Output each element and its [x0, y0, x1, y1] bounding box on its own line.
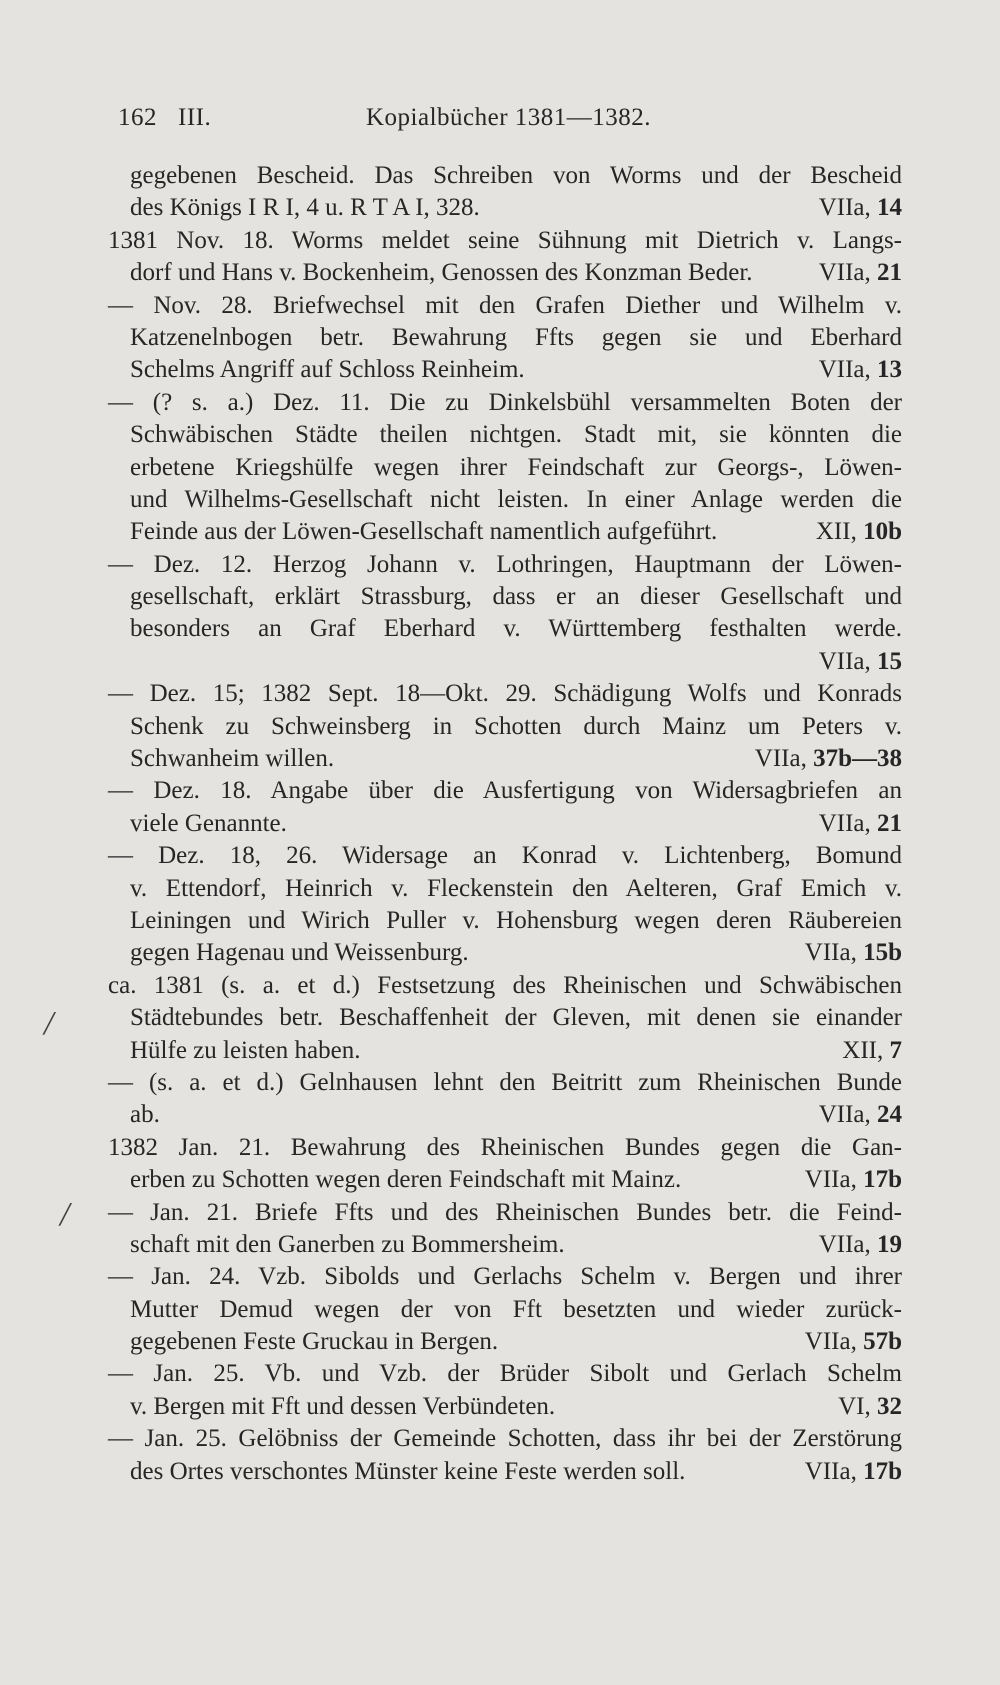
entry-line [130, 1456, 902, 1488]
reference-volume: VI, [838, 1392, 871, 1420]
line-text: — Nov. 28. Briefwechsel mit den Grafen Diether und Wilhelm v. [108, 291, 902, 319]
archive-reference [805, 1164, 902, 1196]
line-text: und Wilhelms-Gesellschaft nicht leisten. In einer Anlage werden die [130, 485, 902, 513]
archive-reference [805, 937, 902, 969]
reference-volume: VIIa, [754, 745, 807, 773]
running-title: Kopialbücher 1381—1382. [366, 104, 652, 131]
line-text: gegebenen Bescheid. Das Schreiben von Worms und der Bescheid [130, 162, 902, 189]
entry-line [130, 516, 902, 548]
reference-folio: 10b [863, 518, 902, 546]
line-text: des Ortes verschontes Münster keine Feste werden soll. [130, 1457, 686, 1485]
entry-line [130, 873, 902, 905]
entry-first-line [108, 840, 902, 872]
entry-first-line [108, 1261, 902, 1293]
entry-line [130, 322, 902, 354]
line-text: Feinde aus der Löwen-Gesellschaft namentlich aufgeführt. [130, 518, 718, 546]
line-text: viele Genannte. [130, 809, 287, 837]
archive-reference [819, 646, 902, 678]
register-entries [108, 160, 902, 1488]
reference-volume: VIIa, [818, 1101, 871, 1129]
entry-first-line [108, 1067, 902, 1099]
archive-reference [819, 808, 902, 840]
reference-volume: VIIa, [804, 1328, 857, 1356]
line-text: Schwanheim willen. [130, 745, 335, 773]
entry-line [130, 160, 902, 192]
reference-folio: 17b [863, 1457, 902, 1485]
entry-first-line [108, 1197, 902, 1229]
reference-folio: 32 [877, 1392, 902, 1420]
line-text: Schwäbischen Städte theilen nichtgen. Stadt mit, sie könnten die [130, 421, 902, 449]
line-text: — Jan. 24. Vzb. Sibolds und Gerlachs Schelm v. Bergen und ihrer [108, 1263, 902, 1291]
reference-volume: VIIa, [804, 939, 857, 967]
line-text: — Jan. 25. Gelöbniss der Gemeinde Schotten, dass ihr bei der Zerstörung [108, 1425, 902, 1453]
line-text: gegen Hagenau und Weissenburg. [130, 939, 469, 967]
entry-line [130, 354, 902, 386]
line-text: besonders an Graf Eberhard v. Württemberg festhalten werde. [130, 615, 902, 643]
line-text: gegebenen Feste Gruckau in Bergen. [130, 1328, 499, 1356]
line-text: — (? s. a.) Dez. 11. Die zu Dinkelsbühl versammelten Boten der [108, 388, 902, 416]
entry-line [130, 743, 902, 775]
line-text: Schenk zu Schweinsberg in Schotten durch Mainz um Peters v. [130, 712, 902, 740]
reference-folio: 13 [877, 356, 902, 384]
margin-mark: / [60, 1196, 70, 1233]
entry-line [130, 192, 902, 224]
line-text: — Dez. 12. Herzog Johann v. Lothringen, Hauptmann der Löwen- [108, 550, 902, 578]
entry-line [130, 1099, 902, 1131]
entry-first-line [108, 1423, 902, 1455]
reference-folio: 17b [863, 1166, 902, 1194]
reference-folio: 57b [863, 1328, 902, 1356]
entry-line [130, 484, 902, 516]
entry-line [130, 1164, 902, 1196]
line-text: Hülfe zu leisten haben. [130, 1036, 361, 1064]
line-text: dorf und Hans v. Bockenheim, Genossen des Konzman Beder. [130, 259, 753, 287]
line-text: v. Bergen mit Fft und dessen Verbündeten. [130, 1392, 556, 1420]
archive-reference [805, 1326, 902, 1358]
line-text: 1382 Jan. 21. Bewahrung des Rheinischen Bundes gegen die Gan- [108, 1133, 902, 1161]
reference-volume: VIIa, [818, 356, 871, 384]
reference-folio: 15 [877, 647, 902, 675]
entry-first-line [108, 225, 902, 257]
line-text: Mutter Demud wegen der von Fft besetzten und wieder zurück- [130, 1295, 902, 1323]
line-text: ab. [130, 1101, 160, 1129]
reference-folio: 24 [877, 1101, 902, 1129]
line-text: — Dez. 15; 1382 Sept. 18—Okt. 29. Schädigung Wolfs und Konrads [108, 680, 902, 708]
entry-first-line [108, 290, 902, 322]
line-text: — Dez. 18, 26. Widersage an Konrad v. Lichtenberg, Bomund [108, 842, 902, 870]
line-text: — Dez. 18. Angabe über die Ausfertigung von Widersagbriefen an [108, 777, 902, 805]
archive-reference [819, 257, 902, 289]
entry-line [130, 808, 902, 840]
reference-volume: VIIa, [818, 647, 871, 675]
line-text: Leiningen und Wirich Puller v. Hohensburg wegen deren Räubereien [130, 906, 902, 934]
line-text: des Königs I R I, 4 u. R T A I, 328. [130, 194, 480, 222]
entry-first-line [108, 1358, 902, 1390]
reference-folio: 21 [877, 259, 902, 287]
line-text: v. Ettendorf, Heinrich v. Fleckenstein den Aelteren, Graf Emich v. [130, 874, 902, 902]
archive-reference [755, 743, 902, 775]
line-text: — Jan. 21. Briefe Ffts und des Rheinischen Bundes betr. die Feind- [108, 1198, 902, 1226]
page-number: 162 [118, 104, 157, 131]
margin-mark: / [44, 1005, 54, 1042]
line-text: — (s. a. et d.) Gelnhausen lehnt den Beitritt zum Rheinischen Bunde [108, 1068, 902, 1096]
section-number: III. [178, 104, 212, 131]
entry-line [130, 581, 902, 613]
reference-folio: 15b [863, 939, 902, 967]
reference-folio: 14 [877, 194, 902, 222]
entry-line [130, 646, 902, 678]
entry-line [130, 1326, 902, 1358]
entry-line [130, 452, 902, 484]
archive-reference [819, 354, 902, 386]
line-text: Städtebundes betr. Beschaffenheit der Gleven, mit denen sie einander [130, 1004, 902, 1032]
line-text: 1381 Nov. 18. Worms meldet seine Sühnung mit Dietrich v. Langs- [108, 226, 902, 254]
archive-reference [819, 1099, 902, 1131]
reference-folio: 19 [877, 1230, 902, 1258]
reference-folio: 7 [889, 1036, 902, 1064]
entry-line [130, 257, 902, 289]
entry-first-line [108, 678, 902, 710]
archive-reference [819, 192, 902, 224]
entry-first-line [108, 970, 902, 1002]
reference-volume: VIIa, [818, 1230, 871, 1258]
line-text: ca. 1381 (s. a. et d.) Festsetzung des Rheinischen und Schwäbischen [108, 971, 902, 999]
archive-reference [805, 1456, 902, 1488]
reference-volume: XII, [815, 518, 857, 546]
entry-line [130, 711, 902, 743]
reference-folio: 21 [877, 809, 902, 837]
reference-volume: VIIa, [804, 1166, 857, 1194]
line-text: Schelms Angriff auf Schloss Reinheim. [130, 356, 525, 384]
entry-line [130, 905, 902, 937]
archive-reference [816, 516, 902, 548]
archive-reference [838, 1391, 902, 1423]
reference-volume: VIIa, [818, 809, 871, 837]
entry-line [130, 1002, 902, 1034]
line-text: erbetene Kriegshülfe wegen ihrer Feindschaft zur Georgs-, Löwen- [130, 453, 902, 481]
line-text: — Jan. 25. Vb. und Vzb. der Brüder Sibolt und Gerlach Schelm [108, 1360, 902, 1388]
entry-first-line [108, 549, 902, 581]
entry-first-line [108, 387, 902, 419]
entry-line [130, 1391, 902, 1423]
line-text: gesellschaft, erklärt Strassburg, dass er an dieser Gesellschaft und [130, 583, 902, 611]
entry-first-line [108, 1132, 902, 1164]
archive-reference [819, 1229, 902, 1261]
reference-volume: VIIa, [804, 1457, 857, 1485]
line-text: erben zu Schotten wegen deren Feindschaft mit Mainz. [130, 1166, 682, 1194]
reference-volume: VIIa, [818, 259, 871, 287]
entry-line [130, 1229, 902, 1261]
entry-line [130, 1035, 902, 1067]
archive-reference [842, 1035, 902, 1067]
reference-volume: VIIa, [818, 194, 871, 222]
entry-line [130, 613, 902, 645]
reference-volume: XII, [842, 1036, 884, 1064]
entry-line [130, 1294, 902, 1326]
entry-line [130, 419, 902, 451]
reference-folio: 37b—38 [813, 745, 902, 773]
line-text: Katzenelnbogen betr. Bewahrung Ffts gegen sie und Eberhard [130, 323, 902, 351]
entry-first-line [108, 775, 902, 807]
entry-line [130, 937, 902, 969]
line-text: schaft mit den Ganerben zu Bommersheim. [130, 1230, 565, 1258]
